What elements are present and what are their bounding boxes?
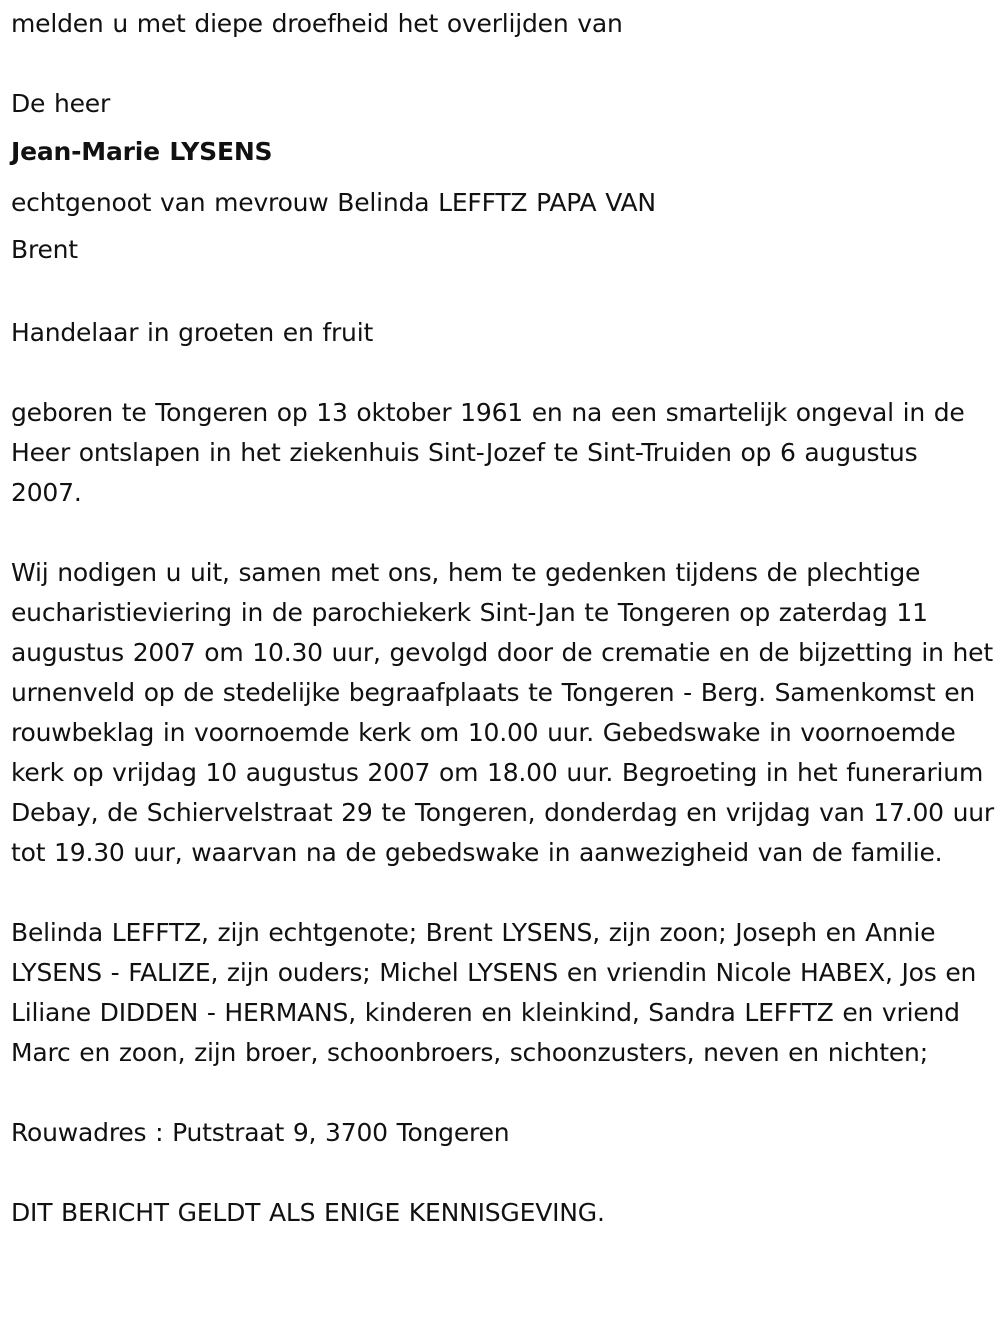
death-notice (11, 4, 996, 1233)
notice-text: DIT BERICHT GELDT ALS ENIGE KENNISGEVING. (11, 1198, 605, 1227)
honorific-title: De heer (11, 89, 111, 118)
ceremony-paragraph: Wij nodigen u uit, samen met ons, hem te gedenken tijdens de plechtige eucharistieviering in de parochiekerk Sint-Jan te Tongeren op zaterdag 11 augustus 2007 om 10.30 uur, gevolgd door de crematie en de bijzetting in het urnenveld op de stedelijke begraafplaats te Tongeren - Berg. Samenkomst en rouwbeklag in voornoemde kerk om 10.00 uur. Gebedswake in voornoemde kerk op vrijdag 10 augustus 2007 om 18.00 uur. Begroeting in het funerarium Debay, de Schiervelstraat 29 te Tongeren, donderdag en vrijdag van 17.00 uur tot 19.30 uur, waarvan na de gebedswake in aanwezigheid van de familie. (11, 558, 994, 867)
spacer (11, 513, 996, 553)
mourning-address: Rouwadres : Putstraat 9, 3700 Tongeren (11, 1118, 510, 1147)
spacer (11, 1153, 996, 1193)
spacer (11, 44, 996, 84)
spouse-line: echtgenoot van mevrouw Belinda LEFFTZ PAPA VAN (11, 188, 656, 217)
deceased-name: Jean-Marie LYSENS (11, 137, 273, 166)
family-paragraph: Belinda LEFFTZ, zijn echtgenote; Brent LYSENS, zijn zoon; Joseph en Annie LYSENS - FALIZE, zijn ouders; Michel LYSENS en vriendin Nicole HABEX, Jos en Liliane DIDDEN - HERMANS, kinderen en kleinkind, Sandra LEFFTZ en vriend Marc en zoon, zijn broer, schoonbroers, schoonzusters, neven en nichten; (11, 918, 977, 1067)
spacer (11, 873, 996, 913)
intro-text: melden u met diepe droefheid het overlijden van (11, 9, 623, 38)
spacer (11, 1073, 996, 1113)
occupation-text: Handelaar in groeten en fruit (11, 318, 374, 347)
spacer (11, 273, 996, 313)
spacer (11, 353, 996, 393)
birth-death-paragraph: geboren te Tongeren op 13 oktober 1961 en na een smartelijk ongeval in de Heer ontslapen in het ziekenhuis Sint-Jozef te Sint-Truiden op 6 augustus 2007. (11, 398, 965, 507)
son-line: Brent (11, 235, 78, 264)
